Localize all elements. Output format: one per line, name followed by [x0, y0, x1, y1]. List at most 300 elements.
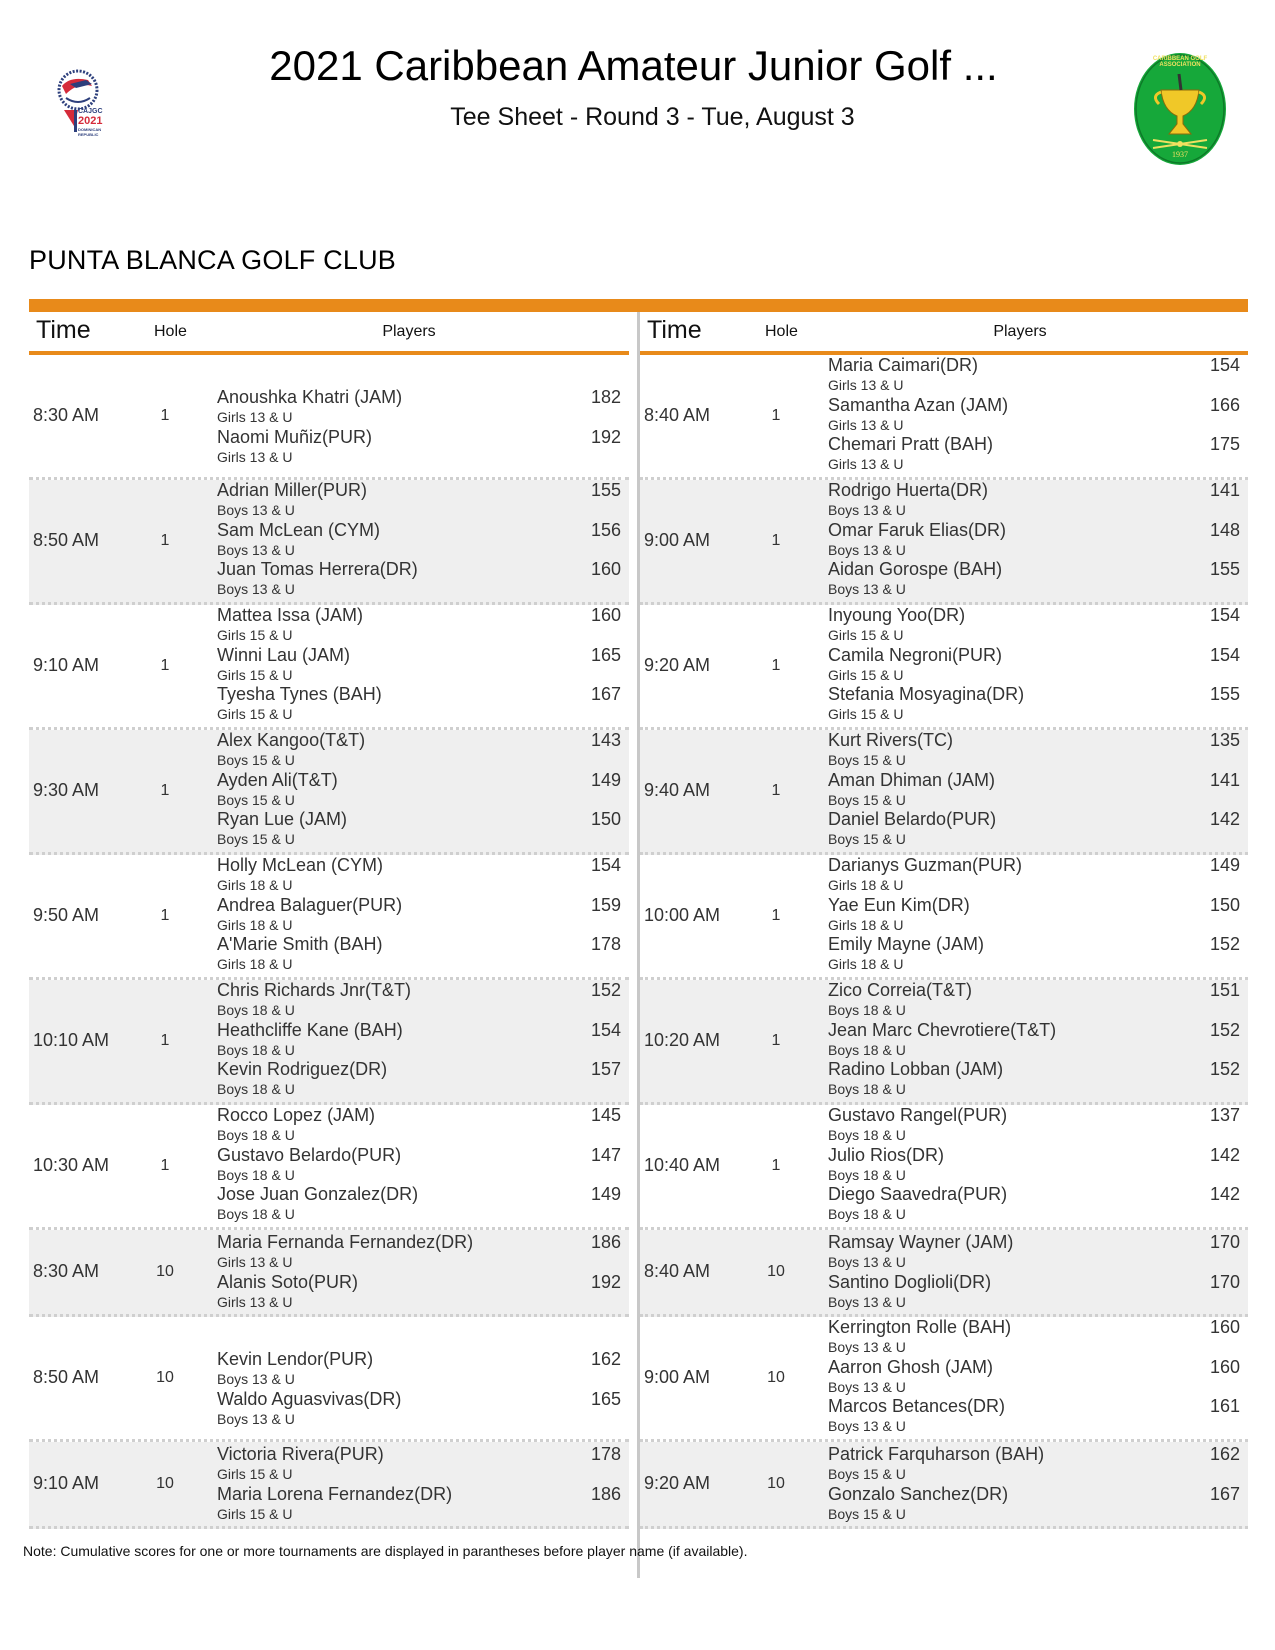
player-name: A'Marie Smith (BAH): [217, 934, 383, 954]
player-name: Gustavo Belardo(PUR): [217, 1144, 402, 1165]
player-entry: [828, 1145, 1248, 1185]
player-score: 149: [590, 1184, 621, 1204]
player-division: Boys 13 & U: [828, 1418, 906, 1434]
player-name: Tyesha Tynes (BAH): [217, 684, 382, 704]
player-division: Girls 18 & U: [217, 916, 293, 933]
start-hole: 1: [771, 1157, 781, 1174]
player-name: Jean Marc Chevrotiere(T&T): [828, 1019, 1057, 1040]
player-entry: [217, 1232, 629, 1272]
start-hole: 1: [160, 407, 170, 424]
seal-text: CARIBBEAN GOLF ASSOCIATION: [1152, 56, 1208, 68]
player-name: Maria Fernanda Fernandez(DR): [217, 1232, 474, 1252]
tee-time: 9:50 AM: [33, 905, 100, 925]
tee-time: 10:20 AM: [644, 1030, 721, 1050]
player-division: Boys 18 & U: [217, 1002, 295, 1018]
player-score: 157: [590, 1059, 621, 1079]
player-entry: [217, 1272, 629, 1312]
player-score: 149: [590, 769, 621, 790]
player-name: Samantha Azan (JAM): [828, 394, 1009, 415]
player-name: Kevin Lendor(PUR): [217, 1349, 374, 1369]
tee-time: 10:40 AM: [644, 1155, 721, 1175]
page-title: 2021 Caribbean Amateur Junior Golf ...: [269, 42, 998, 89]
player-name: Rodrigo Huerta(DR): [828, 480, 989, 500]
player-list: [217, 605, 629, 724]
player-name: Daniel Belardo(PUR): [828, 809, 997, 829]
player-score: 152: [1209, 1019, 1240, 1040]
player-division: Girls 18 & U: [828, 877, 904, 893]
player-division: Girls 15 & U: [217, 1505, 293, 1522]
start-hole: 10: [767, 1263, 785, 1280]
player-entry: [217, 1484, 629, 1524]
tee-time-group: [640, 480, 1248, 605]
column-header-hole: Hole: [765, 323, 798, 340]
player-entry: [217, 1184, 629, 1224]
tee-time: 9:20 AM: [644, 1473, 711, 1493]
player-name: Rocco Lopez (JAM): [217, 1105, 376, 1125]
player-division: Girls 15 & U: [217, 627, 293, 643]
player-division: Girls 18 & U: [828, 956, 904, 972]
player-score: 186: [590, 1483, 621, 1504]
player-name: Chemari Pratt (BAH): [828, 434, 994, 454]
player-entry: [828, 1272, 1248, 1312]
tee-time-group: [29, 1230, 629, 1317]
start-hole: 1: [160, 532, 170, 549]
player-division: Boys 15 & U: [217, 752, 295, 768]
seal-year: 1937: [1172, 150, 1188, 159]
player-entry: [828, 934, 1248, 974]
player-division: Boys 18 & U: [828, 1127, 906, 1143]
player-score: 149: [1209, 855, 1240, 875]
player-division: Girls 13 & U: [828, 377, 904, 393]
player-division: Boys 18 & U: [828, 1166, 906, 1183]
player-name: Chris Richards Jnr(T&T): [217, 980, 412, 1000]
player-name: Alanis Soto(PUR): [217, 1271, 359, 1292]
player-entry: [828, 1059, 1248, 1099]
player-score: 142: [1209, 1184, 1240, 1204]
tee-time: 9:20 AM: [644, 655, 711, 675]
player-division: Girls 18 & U: [217, 956, 293, 972]
player-score: 160: [590, 605, 621, 625]
player-score: 155: [590, 480, 621, 500]
player-score: 151: [1209, 980, 1240, 1000]
player-entry: [217, 730, 629, 770]
player-score: 166: [1209, 394, 1240, 415]
player-division: Girls 15 & U: [217, 666, 293, 683]
player-division: Boys 18 & U: [217, 1041, 295, 1058]
player-list: [217, 730, 629, 849]
player-entry: [828, 480, 1248, 520]
player-name: Yae Eun Kim(DR): [828, 894, 970, 915]
player-score: 159: [590, 894, 621, 915]
player-score: 178: [590, 934, 621, 954]
player-entry: [217, 1389, 629, 1429]
player-score: 156: [590, 519, 621, 540]
player-list: [828, 355, 1248, 474]
start-hole: 1: [771, 907, 781, 924]
player-entry: [828, 1317, 1248, 1357]
player-score: 150: [590, 809, 621, 829]
tee-time-group: [640, 1105, 1248, 1230]
column-header-time: Time: [647, 316, 702, 344]
player-name: Emily Mayne (JAM): [828, 934, 985, 954]
player-entry: [217, 770, 629, 810]
player-name: Ramsay Wayner (JAM): [828, 1232, 1014, 1252]
player-score: 152: [1209, 934, 1240, 954]
player-entry: [828, 1444, 1248, 1484]
footer-note: Note: Cumulative scores for one or more tournaments are displayed in parantheses before player name (if available).: [23, 1543, 748, 1559]
player-score: 186: [590, 1232, 621, 1252]
player-entry: [217, 1349, 629, 1389]
player-division: Boys 15 & U: [828, 791, 906, 808]
player-score: 135: [1209, 730, 1240, 750]
player-division: Girls 13 & U: [217, 409, 293, 425]
player-score: 137: [1209, 1105, 1240, 1125]
column-header-players: Players: [382, 323, 436, 340]
player-name: Patrick Farquharson (BAH): [828, 1444, 1045, 1464]
player-division: Boys 13 & U: [217, 502, 295, 518]
player-name: Mattea Issa (JAM): [217, 605, 364, 625]
player-list: [217, 1105, 629, 1224]
start-hole: 1: [771, 782, 781, 799]
tee-time-group: [29, 1105, 629, 1230]
player-name: Winni Lau (JAM): [217, 644, 351, 665]
player-name: Alex Kangoo(T&T): [217, 730, 366, 750]
player-name: Marcos Betances(DR): [828, 1396, 1006, 1416]
player-division: Boys 18 & U: [217, 1081, 295, 1097]
player-entry: [217, 520, 629, 560]
player-division: Girls 13 & U: [828, 416, 904, 433]
player-score: 160: [1209, 1317, 1240, 1337]
column-header-time: Time: [36, 316, 91, 344]
player-entry: [828, 1396, 1248, 1436]
player-division: Girls 15 & U: [828, 706, 904, 722]
player-name: Stefania Mosyagina(DR): [828, 684, 1025, 704]
start-hole: 10: [767, 1369, 785, 1386]
player-division: Girls 13 & U: [828, 456, 904, 472]
player-list: [828, 605, 1248, 724]
player-entry: [828, 1020, 1248, 1060]
player-list: [828, 980, 1248, 1099]
player-score: 161: [1209, 1396, 1240, 1416]
player-score: 154: [1209, 355, 1240, 375]
player-entry: [828, 895, 1248, 935]
player-division: Boys 15 & U: [828, 1466, 906, 1482]
player-division: Girls 13 & U: [217, 1254, 293, 1270]
column-header-hole: Hole: [154, 323, 187, 340]
player-score: 192: [590, 426, 621, 447]
player-entry: [217, 980, 629, 1020]
player-division: Girls 18 & U: [828, 916, 904, 933]
player-entry: [828, 730, 1248, 770]
player-division: Boys 15 & U: [217, 791, 295, 808]
player-entry: [217, 1059, 629, 1099]
player-name: Zico Correia(T&T): [828, 980, 973, 1000]
player-score: 162: [590, 1349, 621, 1369]
player-division: Boys 15 & U: [828, 831, 906, 847]
player-score: 170: [1209, 1232, 1240, 1252]
column-header-players: Players: [993, 323, 1047, 340]
tee-time-group: [640, 355, 1248, 480]
player-score: 154: [1209, 605, 1240, 625]
tee-time: 10:00 AM: [644, 905, 721, 925]
tee-sheet-left: [29, 312, 629, 1529]
player-entry: [828, 980, 1248, 1020]
player-list: [217, 855, 629, 974]
player-division: Boys 13 & U: [217, 541, 295, 558]
player-name: Darianys Guzman(PUR): [828, 855, 1023, 875]
tee-time: 9:30 AM: [33, 780, 100, 800]
player-score: 155: [1209, 559, 1240, 579]
tee-time-group: [640, 1442, 1248, 1529]
player-name: Aarron Ghosh (JAM): [828, 1356, 994, 1377]
player-entry: [217, 855, 629, 895]
player-score: 160: [1209, 1356, 1240, 1377]
start-hole: 1: [160, 1032, 170, 1049]
player-entry: [217, 427, 629, 467]
player-name: Kevin Rodriguez(DR): [217, 1059, 388, 1079]
tee-time-group: [29, 355, 629, 480]
tee-time: 9:00 AM: [644, 530, 711, 550]
tee-time: 8:30 AM: [33, 1261, 100, 1281]
player-name: Holly McLean (CYM): [217, 855, 384, 875]
player-entry: [828, 645, 1248, 685]
player-division: Boys 13 & U: [828, 541, 906, 558]
player-score: 165: [590, 644, 621, 665]
tee-time: 8:50 AM: [33, 530, 100, 550]
course-name: PUNTA BLANCA GOLF CLUB: [29, 245, 397, 275]
player-name: Andrea Balaguer(PUR): [217, 894, 403, 915]
player-entry: [828, 809, 1248, 849]
player-division: Boys 13 & U: [217, 581, 295, 597]
tee-time-group: [29, 980, 629, 1105]
tee-time-group: [640, 730, 1248, 855]
player-score: 154: [1209, 644, 1240, 665]
player-score: 143: [590, 730, 621, 750]
player-division: Boys 18 & U: [217, 1206, 295, 1222]
player-entry: [828, 770, 1248, 810]
player-entry: [217, 809, 629, 849]
player-division: Girls 13 & U: [217, 1293, 293, 1310]
player-score: 152: [1209, 1059, 1240, 1079]
table-header: [640, 312, 1248, 355]
player-entry: [217, 1020, 629, 1060]
player-name: Aidan Gorospe (BAH): [828, 559, 1003, 579]
player-entry: [828, 684, 1248, 724]
tee-time: 8:30 AM: [33, 405, 100, 425]
player-division: Boys 18 & U: [828, 1081, 906, 1097]
header-accent-bar: [29, 299, 1248, 312]
player-entry: [828, 520, 1248, 560]
player-name: Diego Saavedra(PUR): [828, 1184, 1008, 1204]
player-score: 162: [1209, 1444, 1240, 1464]
player-division: Boys 15 & U: [828, 752, 906, 768]
tee-time-group: [29, 855, 629, 980]
player-division: Boys 13 & U: [828, 1339, 906, 1355]
player-entry: [217, 480, 629, 520]
player-division: Girls 15 & U: [217, 706, 293, 722]
player-score: 154: [590, 1019, 621, 1040]
player-name: Ryan Lue (JAM): [217, 809, 348, 829]
player-division: Girls 18 & U: [217, 877, 293, 893]
player-list: [217, 387, 629, 466]
tee-time: 9:10 AM: [33, 1473, 100, 1493]
player-list: [217, 1444, 629, 1523]
player-name: Adrian Miller(PUR): [217, 480, 368, 500]
start-hole: 1: [160, 657, 170, 674]
player-score: 141: [1209, 769, 1240, 790]
player-score: 155: [1209, 684, 1240, 704]
start-hole: 1: [771, 532, 781, 549]
player-entry: [217, 605, 629, 645]
player-name: Gonzalo Sanchez(DR): [828, 1483, 1009, 1504]
player-name: Gustavo Rangel(PUR): [828, 1105, 1008, 1125]
start-hole: 10: [156, 1263, 174, 1280]
player-division: Girls 13 & U: [217, 448, 293, 465]
player-name: Aman Dhiman (JAM): [828, 769, 996, 790]
player-name: Maria Lorena Fernandez(DR): [217, 1483, 453, 1504]
start-hole: 1: [771, 657, 781, 674]
player-score: 192: [590, 1271, 621, 1292]
player-score: 167: [590, 684, 621, 704]
player-division: Boys 18 & U: [828, 1041, 906, 1058]
player-name: Radino Lobban (JAM): [828, 1059, 1004, 1079]
player-division: Girls 15 & U: [828, 627, 904, 643]
player-entry: [217, 1105, 629, 1145]
start-hole: 1: [160, 782, 170, 799]
player-list: [828, 1232, 1248, 1311]
player-list: [828, 1105, 1248, 1224]
logo-text: CAJGC 2021 DOMINICAN REPUBLIC: [78, 108, 103, 137]
player-score: 147: [590, 1144, 621, 1165]
player-division: Girls 15 & U: [217, 1466, 293, 1482]
tee-time: 10:30 AM: [33, 1155, 110, 1175]
tee-time-group: [29, 1442, 629, 1529]
tee-time-group: [640, 980, 1248, 1105]
player-entry: [217, 684, 629, 724]
start-hole: 1: [160, 907, 170, 924]
player-score: 160: [590, 559, 621, 579]
player-name: Kurt Rivers(TC): [828, 730, 953, 750]
tee-time-group: [640, 1230, 1248, 1317]
player-division: Boys 13 & U: [828, 1378, 906, 1395]
page-subtitle: Tee Sheet - Round 3 - Tue, August 3: [450, 103, 855, 131]
player-name: Naomi Muñiz(PUR): [217, 426, 373, 447]
player-score: 141: [1209, 480, 1240, 500]
start-hole: 10: [156, 1369, 174, 1386]
player-score: 150: [1209, 894, 1240, 915]
player-name: Heathcliffe Kane (BAH): [217, 1019, 403, 1040]
player-name: Inyoung Yoo(DR): [828, 605, 966, 625]
player-division: Boys 18 & U: [217, 1166, 295, 1183]
player-entry: [828, 434, 1248, 474]
player-entry: [217, 1145, 629, 1185]
tee-time-group: [640, 605, 1248, 730]
tee-time: 8:40 AM: [644, 405, 711, 425]
start-hole: 1: [771, 1032, 781, 1049]
player-name: Camila Negroni(PUR): [828, 644, 1003, 665]
tee-time: 8:50 AM: [33, 1367, 100, 1387]
player-name: Sam McLean (CYM): [217, 519, 381, 540]
start-hole: 10: [156, 1475, 174, 1492]
player-entry: [217, 1444, 629, 1484]
player-list: [828, 855, 1248, 974]
player-division: Boys 13 & U: [828, 1254, 906, 1270]
player-score: 175: [1209, 434, 1240, 454]
tee-time-group: [640, 855, 1248, 980]
player-entry: [828, 1105, 1248, 1145]
player-score: 178: [590, 1444, 621, 1464]
player-entry: [828, 559, 1248, 599]
player-entry: [828, 395, 1248, 435]
player-score: 152: [590, 980, 621, 1000]
player-entry: [828, 1484, 1248, 1524]
player-entry: [828, 1357, 1248, 1397]
player-entry: [828, 355, 1248, 395]
player-list: [828, 480, 1248, 599]
tee-sheet-right: [640, 312, 1248, 1529]
player-division: Boys 15 & U: [828, 1505, 906, 1522]
player-entry: [828, 855, 1248, 895]
tee-time-group: [29, 480, 629, 605]
player-list: [217, 1232, 629, 1311]
player-score: 148: [1209, 519, 1240, 540]
player-score: 165: [590, 1388, 621, 1409]
player-entry: [217, 895, 629, 935]
player-name: Omar Faruk Elias(DR): [828, 519, 1007, 540]
start-hole: 1: [160, 1157, 170, 1174]
player-list: [828, 730, 1248, 849]
player-name: Ayden Ali(T&T): [217, 769, 338, 790]
player-division: Boys 15 & U: [217, 831, 295, 847]
tee-time: 9:40 AM: [644, 780, 711, 800]
start-hole: 1: [771, 407, 781, 424]
player-name: Waldo Aguasvivas(DR): [217, 1388, 402, 1409]
player-score: 170: [1209, 1271, 1240, 1292]
tee-time: 9:10 AM: [33, 655, 100, 675]
player-division: Boys 13 & U: [217, 1410, 295, 1427]
player-division: Boys 18 & U: [828, 1002, 906, 1018]
player-name: Jose Juan Gonzalez(DR): [217, 1184, 419, 1204]
player-score: 142: [1209, 1144, 1240, 1165]
player-division: Boys 13 & U: [217, 1371, 295, 1387]
player-name: Maria Caimari(DR): [828, 355, 979, 375]
player-list: [217, 980, 629, 1099]
player-score: 167: [1209, 1483, 1240, 1504]
player-list: [828, 1444, 1248, 1523]
player-score: 154: [590, 855, 621, 875]
player-entry: [828, 605, 1248, 645]
player-list: [217, 1349, 629, 1428]
tee-time: 9:00 AM: [644, 1367, 711, 1387]
table-header: [29, 312, 629, 355]
tee-time-group: [29, 605, 629, 730]
player-score: 142: [1209, 809, 1240, 829]
player-division: Boys 13 & U: [828, 581, 906, 597]
player-name: Victoria Rivera(PUR): [217, 1444, 384, 1464]
tee-time-group: [640, 1317, 1248, 1442]
tee-time: 10:10 AM: [33, 1030, 110, 1050]
player-score: 182: [590, 387, 621, 407]
player-entry: [217, 934, 629, 974]
player-entry: [217, 645, 629, 685]
tee-time: 8:40 AM: [644, 1261, 711, 1281]
player-score: 145: [590, 1105, 621, 1125]
player-list: [217, 480, 629, 599]
tee-time-group: [29, 730, 629, 855]
player-division: Boys 18 & U: [217, 1127, 295, 1143]
caribbean-golf-association-seal-icon: [1133, 52, 1227, 167]
player-name: Kerrington Rolle (BAH): [828, 1317, 1012, 1337]
